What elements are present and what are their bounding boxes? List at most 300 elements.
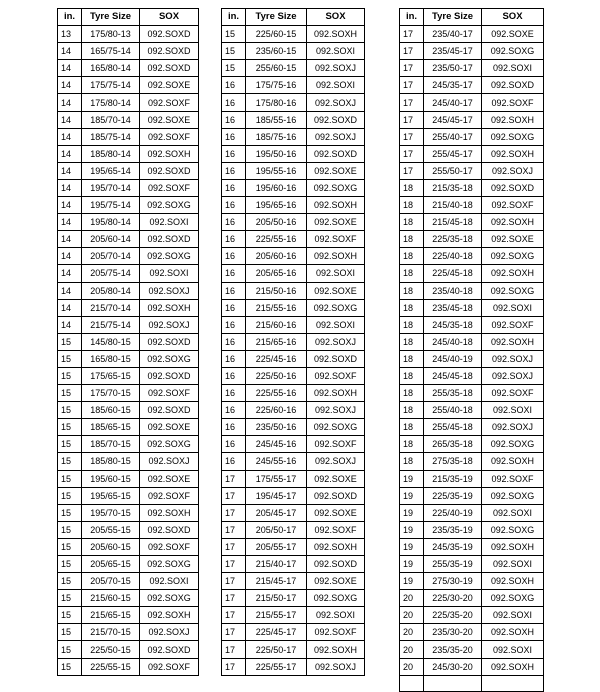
tyre-size-cell: 185/75-14 <box>82 128 140 145</box>
table-row <box>58 419 199 436</box>
table-row <box>222 436 365 453</box>
sox-cell: 092.SOXG <box>140 590 199 607</box>
tyre-size-cell: 245/45-18 <box>424 367 482 384</box>
tyre-size-cell: 215/55-17 <box>246 607 307 624</box>
sox-cell: 092.SOXH <box>140 607 199 624</box>
tyre-size-cell: 185/55-16 <box>246 111 307 128</box>
tyre-size-cell: 245/30-20 <box>424 658 482 675</box>
inch-cell: 15 <box>58 556 82 573</box>
table-row <box>58 607 199 624</box>
sox-cell: 092.SOXJ <box>307 453 365 470</box>
tyre-size-cell: 255/45-17 <box>424 145 482 162</box>
tyre-size-cell: 145/80-15 <box>82 333 140 350</box>
table-row <box>400 197 544 214</box>
inch-cell: 17 <box>400 162 424 179</box>
table-row <box>58 624 199 641</box>
inch-cell: 16 <box>222 333 246 350</box>
inch-cell: 17 <box>222 521 246 538</box>
sox-cell: 092.SOXG <box>482 248 544 265</box>
sox-cell: 092.SOXI <box>307 607 365 624</box>
tyre-size-cell: 215/75-14 <box>82 316 140 333</box>
tyre-size-cell: 245/35-19 <box>424 538 482 555</box>
inch-cell: 15 <box>58 367 82 384</box>
tyre-size-cell: 225/60-15 <box>246 26 307 43</box>
tyre-size-cell: 185/80-14 <box>82 145 140 162</box>
inch-cell: 17 <box>400 145 424 162</box>
sox-cell: 092.SOXE <box>307 504 365 521</box>
table-row <box>58 487 199 504</box>
table-row <box>400 350 544 367</box>
tyre-size-cell: 205/50-16 <box>246 214 307 231</box>
table-row <box>400 43 544 60</box>
table-row <box>58 521 199 538</box>
header-row <box>222 9 365 26</box>
table-row <box>222 111 365 128</box>
table-row <box>400 231 544 248</box>
inch-cell: 16 <box>222 419 246 436</box>
table-row <box>400 282 544 299</box>
sox-cell: 092.SOXJ <box>140 624 199 641</box>
table-row <box>400 60 544 77</box>
sox-cell: 092.SOXH <box>140 504 199 521</box>
sox-cell: 092.SOXG <box>482 590 544 607</box>
tyre-size-cell: 195/45-17 <box>246 487 307 504</box>
tyre-size-cell: 185/75-16 <box>246 128 307 145</box>
inch-cell: 17 <box>222 607 246 624</box>
table-row <box>58 333 199 350</box>
sox-cell: 092.SOXH <box>482 453 544 470</box>
table-row <box>400 521 544 538</box>
table-row <box>400 487 544 504</box>
table-row <box>58 77 199 94</box>
inch-cell: 14 <box>58 231 82 248</box>
inch-cell: 18 <box>400 453 424 470</box>
tyre-size-cell: 205/70-14 <box>82 248 140 265</box>
sox-cell: 092.SOXI <box>140 573 199 590</box>
sox-cell: 092.SOXI <box>482 60 544 77</box>
sox-cell: 092.SOXH <box>307 248 365 265</box>
sox-cell: 092.SOXD <box>140 521 199 538</box>
inch-cell: 15 <box>58 624 82 641</box>
table-row <box>400 145 544 162</box>
inch-cell: 17 <box>400 60 424 77</box>
table-row <box>400 624 544 641</box>
inch-cell: 18 <box>400 333 424 350</box>
table-row <box>222 94 365 111</box>
inch-cell: 18 <box>400 282 424 299</box>
inch-cell: 14 <box>58 77 82 94</box>
sox-cell: 092.SOXF <box>482 385 544 402</box>
table-row <box>58 299 199 316</box>
inch-cell: 17 <box>222 538 246 555</box>
table-row <box>222 77 365 94</box>
tyre-size-cell: 225/55-17 <box>246 658 307 675</box>
sox-cell: 092.SOXF <box>482 94 544 111</box>
sox-cell: 092.SOXD <box>140 231 199 248</box>
sox-cell: 092.SOXH <box>482 111 544 128</box>
table-row <box>400 128 544 145</box>
inch-cell: 16 <box>222 214 246 231</box>
tyre-size-cell: 225/55-15 <box>82 658 140 675</box>
tyre-size-cell: 185/80-15 <box>82 453 140 470</box>
tyre-size-cell: 245/35-18 <box>424 316 482 333</box>
tyre-size-cell: 185/70-15 <box>82 436 140 453</box>
header-sox: SOX <box>307 9 365 26</box>
table-row <box>58 111 199 128</box>
sox-cell: 092.SOXF <box>307 367 365 384</box>
sox-cell: 092.SOXI <box>307 265 365 282</box>
empty-row <box>400 675 544 691</box>
table-row <box>222 385 365 402</box>
tyre-size-cell: 255/60-15 <box>246 60 307 77</box>
inch-cell: 16 <box>222 299 246 316</box>
inch-cell: 15 <box>58 573 82 590</box>
tyre-size-cell: 205/65-16 <box>246 265 307 282</box>
header-inch: in. <box>58 9 82 26</box>
sox-cell: 092.SOXJ <box>482 419 544 436</box>
table-row <box>222 402 365 419</box>
tyre-table-1 <box>57 8 199 676</box>
inch-cell: 18 <box>400 214 424 231</box>
table-row <box>400 299 544 316</box>
table-row <box>222 607 365 624</box>
inch-cell: 18 <box>400 179 424 196</box>
table-row <box>400 504 544 521</box>
table-row <box>222 128 365 145</box>
inch-cell: 16 <box>222 77 246 94</box>
inch-cell: 16 <box>222 94 246 111</box>
tyre-size-cell: 195/70-15 <box>82 504 140 521</box>
sox-cell: 092.SOXE <box>140 77 199 94</box>
header-inch: in. <box>222 9 246 26</box>
inch-cell: 19 <box>400 470 424 487</box>
table-row <box>58 265 199 282</box>
tyre-size-cell: 215/35-18 <box>424 179 482 196</box>
sox-cell: 092.SOXG <box>482 128 544 145</box>
table-row <box>58 179 199 196</box>
tyre-size-cell: 235/45-18 <box>424 299 482 316</box>
sox-cell: 092.SOXD <box>140 641 199 658</box>
table-row <box>58 385 199 402</box>
tyre-size-cell: 255/35-19 <box>424 556 482 573</box>
sox-cell: 092.SOXG <box>482 282 544 299</box>
inch-cell: 16 <box>222 197 246 214</box>
table-row <box>58 436 199 453</box>
inch-cell: 17 <box>400 94 424 111</box>
tyre-size-cell: 275/30-19 <box>424 573 482 590</box>
tyre-size-cell: 215/45-18 <box>424 214 482 231</box>
inch-cell: 20 <box>400 641 424 658</box>
table-row <box>400 436 544 453</box>
table-row <box>58 162 199 179</box>
tyre-size-cell: 215/40-17 <box>246 556 307 573</box>
sox-cell: 092.SOXD <box>140 402 199 419</box>
tyre-size-cell: 205/75-14 <box>82 265 140 282</box>
table-row <box>222 26 365 43</box>
tyre-size-cell: 255/45-18 <box>424 419 482 436</box>
table-row <box>400 453 544 470</box>
inch-cell: 18 <box>400 299 424 316</box>
tyre-size-cell: 205/65-15 <box>82 556 140 573</box>
inch-cell: 16 <box>222 179 246 196</box>
sox-cell: 092.SOXJ <box>307 94 365 111</box>
inch-cell: 16 <box>222 385 246 402</box>
inch-cell: 15 <box>58 470 82 487</box>
tyre-size-cell: 235/50-17 <box>424 60 482 77</box>
sox-cell: 092.SOXF <box>482 197 544 214</box>
table-row <box>222 60 365 77</box>
inch-cell: 19 <box>400 504 424 521</box>
inch-cell: 15 <box>58 590 82 607</box>
sox-cell: 092.SOXE <box>482 26 544 43</box>
tyre-size-cell: 225/55-16 <box>246 385 307 402</box>
tyre-size-cell: 225/45-16 <box>246 350 307 367</box>
sox-cell: 092.SOXF <box>140 128 199 145</box>
sox-cell: 092.SOXF <box>140 179 199 196</box>
inch-cell: 14 <box>58 145 82 162</box>
tyre-size-cell: 225/45-17 <box>246 624 307 641</box>
sox-cell: 092.SOXG <box>482 521 544 538</box>
sox-cell: 092.SOXJ <box>307 60 365 77</box>
inch-cell: 15 <box>58 350 82 367</box>
sox-cell: 092.SOXH <box>307 385 365 402</box>
sox-cell: 092.SOXE <box>140 419 199 436</box>
sox-cell: 092.SOXJ <box>140 316 199 333</box>
table-row <box>400 470 544 487</box>
tyre-size-cell: 235/60-15 <box>246 43 307 60</box>
inch-cell: 19 <box>400 487 424 504</box>
sox-cell: 092.SOXI <box>482 641 544 658</box>
tyre-size-cell: 195/75-14 <box>82 197 140 214</box>
tyre-size-cell: 255/40-17 <box>424 128 482 145</box>
sox-cell: 092.SOXH <box>307 641 365 658</box>
inch-cell: 16 <box>222 111 246 128</box>
table-row <box>58 504 199 521</box>
inch-cell: 15 <box>222 60 246 77</box>
tyre-size-cell: 245/55-16 <box>246 453 307 470</box>
sox-cell: 092.SOXE <box>482 231 544 248</box>
tyre-size-cell: 225/35-20 <box>424 607 482 624</box>
sox-cell: 092.SOXH <box>482 573 544 590</box>
table-row <box>222 573 365 590</box>
tyre-size-cell: 225/50-17 <box>246 641 307 658</box>
tyre-size-cell: 255/50-17 <box>424 162 482 179</box>
sox-cell: 092.SOXH <box>482 333 544 350</box>
tyre-size-cell: 195/65-16 <box>246 197 307 214</box>
inch-cell: 15 <box>222 26 246 43</box>
tyre-size-cell: 195/65-14 <box>82 162 140 179</box>
sox-cell: 092.SOXG <box>140 350 199 367</box>
inch-cell: 15 <box>58 607 82 624</box>
table-row <box>400 316 544 333</box>
inch-cell: 16 <box>222 282 246 299</box>
inch-cell: 13 <box>58 26 82 43</box>
tyre-size-cell: 235/40-17 <box>424 26 482 43</box>
inch-cell: 14 <box>58 316 82 333</box>
sox-cell: 092.SOXJ <box>482 162 544 179</box>
inch-cell: 16 <box>222 162 246 179</box>
empty-cell <box>482 675 544 691</box>
table-row <box>222 350 365 367</box>
sox-cell: 092.SOXF <box>307 436 365 453</box>
sox-cell: 092.SOXE <box>307 214 365 231</box>
tyre-size-cell: 215/35-19 <box>424 470 482 487</box>
tyre-size-cell: 235/30-20 <box>424 624 482 641</box>
sox-cell: 092.SOXI <box>140 265 199 282</box>
sox-cell: 092.SOXE <box>307 282 365 299</box>
sox-cell: 092.SOXG <box>482 487 544 504</box>
sox-cell: 092.SOXE <box>307 162 365 179</box>
inch-cell: 16 <box>222 436 246 453</box>
sox-cell: 092.SOXE <box>307 470 365 487</box>
inch-cell: 14 <box>58 265 82 282</box>
sox-cell: 092.SOXG <box>140 436 199 453</box>
sox-cell: 092.SOXG <box>482 436 544 453</box>
table-row <box>222 487 365 504</box>
inch-cell: 16 <box>222 128 246 145</box>
inch-cell: 17 <box>400 77 424 94</box>
sox-cell: 092.SOXD <box>307 487 365 504</box>
inch-cell: 15 <box>58 419 82 436</box>
table-row <box>400 538 544 555</box>
inch-cell: 17 <box>400 43 424 60</box>
sox-cell: 092.SOXE <box>140 470 199 487</box>
inch-cell: 14 <box>58 299 82 316</box>
table-row <box>58 214 199 231</box>
header-inch: in. <box>400 9 424 26</box>
inch-cell: 15 <box>222 43 246 60</box>
table-row <box>222 231 365 248</box>
inch-cell: 20 <box>400 607 424 624</box>
tyre-size-cell: 205/55-15 <box>82 521 140 538</box>
inch-cell: 17 <box>400 26 424 43</box>
tyre-size-cell: 165/80-15 <box>82 350 140 367</box>
tyre-size-cell: 255/35-18 <box>424 385 482 402</box>
table-row <box>400 333 544 350</box>
sox-cell: 092.SOXH <box>307 26 365 43</box>
inch-cell: 18 <box>400 265 424 282</box>
table-row <box>400 248 544 265</box>
sox-cell: 092.SOXI <box>307 316 365 333</box>
table-row <box>222 145 365 162</box>
inch-cell: 14 <box>58 60 82 77</box>
tyre-size-cell: 195/80-14 <box>82 214 140 231</box>
table-row <box>400 402 544 419</box>
table-row <box>222 162 365 179</box>
inch-cell: 15 <box>58 402 82 419</box>
table-row <box>58 658 199 675</box>
sox-cell: 092.SOXF <box>140 538 199 555</box>
table-row <box>400 77 544 94</box>
sox-cell: 092.SOXG <box>307 179 365 196</box>
tyre-size-cell: 205/50-17 <box>246 521 307 538</box>
sox-cell: 092.SOXJ <box>140 282 199 299</box>
table-row <box>58 248 199 265</box>
inch-cell: 16 <box>222 316 246 333</box>
tyre-size-cell: 235/35-20 <box>424 641 482 658</box>
tyre-size-cell: 215/65-15 <box>82 607 140 624</box>
inch-cell: 16 <box>222 453 246 470</box>
table-row <box>222 624 365 641</box>
tyre-size-cell: 235/35-19 <box>424 521 482 538</box>
sox-cell: 092.SOXH <box>307 197 365 214</box>
table-row <box>400 367 544 384</box>
tyre-size-cell: 215/70-15 <box>82 624 140 641</box>
tyre-size-cell: 165/75-14 <box>82 43 140 60</box>
inch-cell: 15 <box>58 385 82 402</box>
header-sox: SOX <box>482 9 544 26</box>
inch-cell: 18 <box>400 385 424 402</box>
sox-cell: 092.SOXF <box>140 487 199 504</box>
tyre-size-cell: 175/80-16 <box>246 94 307 111</box>
inch-cell: 16 <box>222 265 246 282</box>
tyre-size-cell: 225/35-18 <box>424 231 482 248</box>
table-row <box>222 316 365 333</box>
sox-cell: 092.SOXI <box>482 402 544 419</box>
tyre-size-cell: 265/35-18 <box>424 436 482 453</box>
tyre-size-cell: 215/55-16 <box>246 299 307 316</box>
sox-cell: 092.SOXG <box>140 556 199 573</box>
table-row <box>400 556 544 573</box>
table-row <box>400 419 544 436</box>
sox-cell: 092.SOXI <box>482 299 544 316</box>
sox-cell: 092.SOXI <box>482 504 544 521</box>
sox-cell: 092.SOXH <box>482 265 544 282</box>
tyre-size-cell: 175/80-13 <box>82 26 140 43</box>
table-row <box>222 367 365 384</box>
table-row <box>58 453 199 470</box>
tyre-size-cell: 195/55-16 <box>246 162 307 179</box>
tyre-size-cell: 175/80-14 <box>82 94 140 111</box>
inch-cell: 16 <box>222 367 246 384</box>
table-row <box>58 60 199 77</box>
inch-cell: 15 <box>58 487 82 504</box>
inch-cell: 16 <box>222 402 246 419</box>
table-row <box>58 402 199 419</box>
table-row <box>58 590 199 607</box>
tyre-table-2 <box>221 8 365 676</box>
table-row <box>400 658 544 675</box>
table-row <box>58 231 199 248</box>
table-row <box>222 214 365 231</box>
inch-cell: 14 <box>58 197 82 214</box>
header-tyre-size: Tyre Size <box>82 9 140 26</box>
sox-cell: 092.SOXD <box>307 556 365 573</box>
tyre-size-cell: 215/50-17 <box>246 590 307 607</box>
tyre-size-cell: 225/40-19 <box>424 504 482 521</box>
sox-cell: 092.SOXH <box>482 145 544 162</box>
tyre-size-cell: 215/50-16 <box>246 282 307 299</box>
table-row <box>58 26 199 43</box>
table-row <box>222 419 365 436</box>
sox-cell: 092.SOXD <box>140 26 199 43</box>
sox-cell: 092.SOXD <box>482 77 544 94</box>
inch-cell: 19 <box>400 556 424 573</box>
sox-cell: 092.SOXF <box>482 470 544 487</box>
inch-cell: 19 <box>400 538 424 555</box>
sox-cell: 092.SOXJ <box>140 453 199 470</box>
header-tyre-size: Tyre Size <box>246 9 307 26</box>
inch-cell: 17 <box>222 556 246 573</box>
sox-cell: 092.SOXG <box>307 419 365 436</box>
inch-cell: 20 <box>400 624 424 641</box>
inch-cell: 14 <box>58 179 82 196</box>
sox-cell: 092.SOXF <box>140 94 199 111</box>
sox-cell: 092.SOXD <box>307 145 365 162</box>
table-row <box>222 282 365 299</box>
tyre-size-cell: 225/60-16 <box>246 402 307 419</box>
table-row <box>222 641 365 658</box>
